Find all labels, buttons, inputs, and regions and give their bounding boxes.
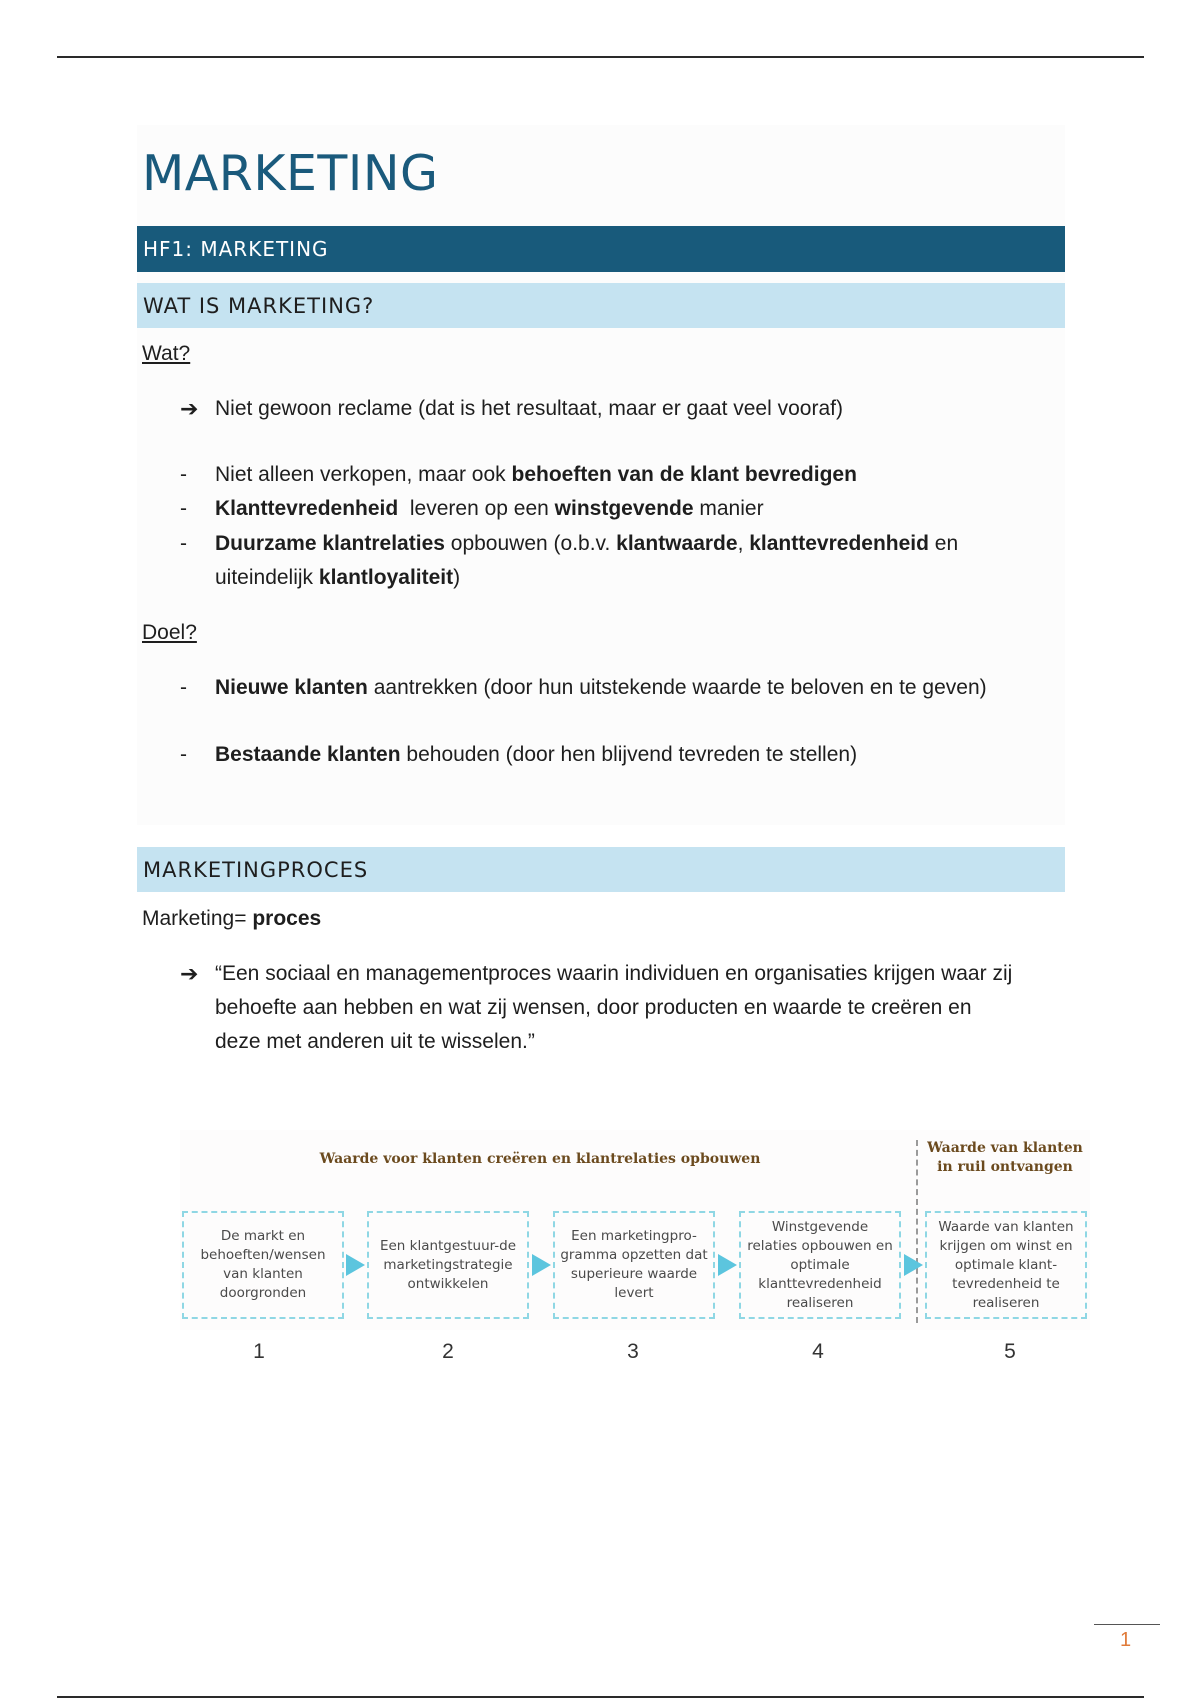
- step-number: 2: [442, 1340, 454, 1363]
- arrow-icon: ➔: [180, 396, 199, 421]
- step-number: 3: [627, 1340, 639, 1363]
- step-number: 4: [812, 1340, 824, 1363]
- footer-rule: [57, 1696, 1144, 1698]
- section-heading-proces-text: MARKETINGPROCES: [143, 857, 369, 882]
- page-title: MARKETING: [142, 145, 439, 202]
- arrow-item-text: Niet gewoon reclame (dat is het resultaat, maar er gaat veel vooraf): [215, 397, 843, 420]
- diagram-step-box: Winstgevende relaties opbouwen en optimale klanttevredenheid realiseren: [739, 1211, 901, 1319]
- arrow-icon: ➔: [180, 961, 199, 986]
- diagram-step-box: Een klantgestuur-de marketingstrategie ontwikkelen: [367, 1211, 529, 1319]
- flow-arrow-icon: [904, 1254, 923, 1276]
- flow-arrow-icon: [346, 1254, 365, 1276]
- list-item-text: Bestaande klanten behouden (door hen blijvend tevreden te stellen): [215, 743, 858, 766]
- section-heading-what-text: WAT IS MARKETING?: [143, 293, 375, 318]
- dash-bullet: -: [180, 497, 187, 520]
- page-number: 1: [1120, 1629, 1132, 1651]
- proces-definition: Marketing= proces: [142, 907, 322, 930]
- diagram-header-main: Waarde voor klanten creëren en klantrelaties opbouwen: [319, 1151, 761, 1167]
- page-number-rule: [1094, 1624, 1160, 1625]
- diagram-step-box: Een marketingpro-gramma opzetten dat superieure waarde levert: [553, 1211, 715, 1319]
- doel-label: Doel?: [142, 621, 197, 644]
- wat-label: Wat?: [142, 342, 191, 365]
- list-item-text: Nieuwe klanten aantrekken (door hun uitstekende waarde te beloven en te geven): [215, 676, 987, 699]
- dash-bullet: -: [180, 463, 187, 486]
- dash-bullet: -: [180, 676, 187, 699]
- flow-arrow-icon: [532, 1254, 551, 1276]
- chapter-heading-text: HF1: MARKETING: [143, 237, 329, 261]
- step-number: 5: [1004, 1340, 1016, 1363]
- quote-text: “Een sociaal en managementproces waarin individuen en organisaties krijgen waar zij behoefte aan hebben en wat zij wensen, door producten en waarde te creëren en deze met anderen uit te wisselen.”: [215, 962, 1013, 1053]
- diagram-divider: [916, 1140, 918, 1323]
- list-item-text: Klanttevredenheid leveren op een winstgevende manier: [215, 497, 764, 520]
- flow-arrow-icon: [718, 1254, 737, 1276]
- list-item-text: Duurzame klantrelaties opbouwen (o.b.v. klantwaarde, klanttevredenheid en uiteindelijk klantloyaliteit): [215, 532, 959, 589]
- list-item-text: Niet alleen verkopen, maar ook behoeften van de klant bevredigen: [215, 463, 857, 486]
- dash-bullet: -: [180, 743, 187, 766]
- section-heading-proces: [137, 847, 1065, 892]
- chapter-heading: [137, 226, 1065, 272]
- diagram-step-box: De markt en behoeften/wensen van klanten doorgronden: [182, 1211, 344, 1319]
- header-rule: [57, 56, 1144, 58]
- section-heading-what: [137, 283, 1065, 328]
- dash-bullet: -: [180, 532, 187, 555]
- diagram-header-side: Waarde van klanten in ruil ontvangen: [927, 1140, 1083, 1175]
- diagram-step-box: Waarde van klanten krijgen om winst en optimale klant-tevredenheid te realiseren: [925, 1211, 1087, 1319]
- step-number: 1: [253, 1340, 265, 1363]
